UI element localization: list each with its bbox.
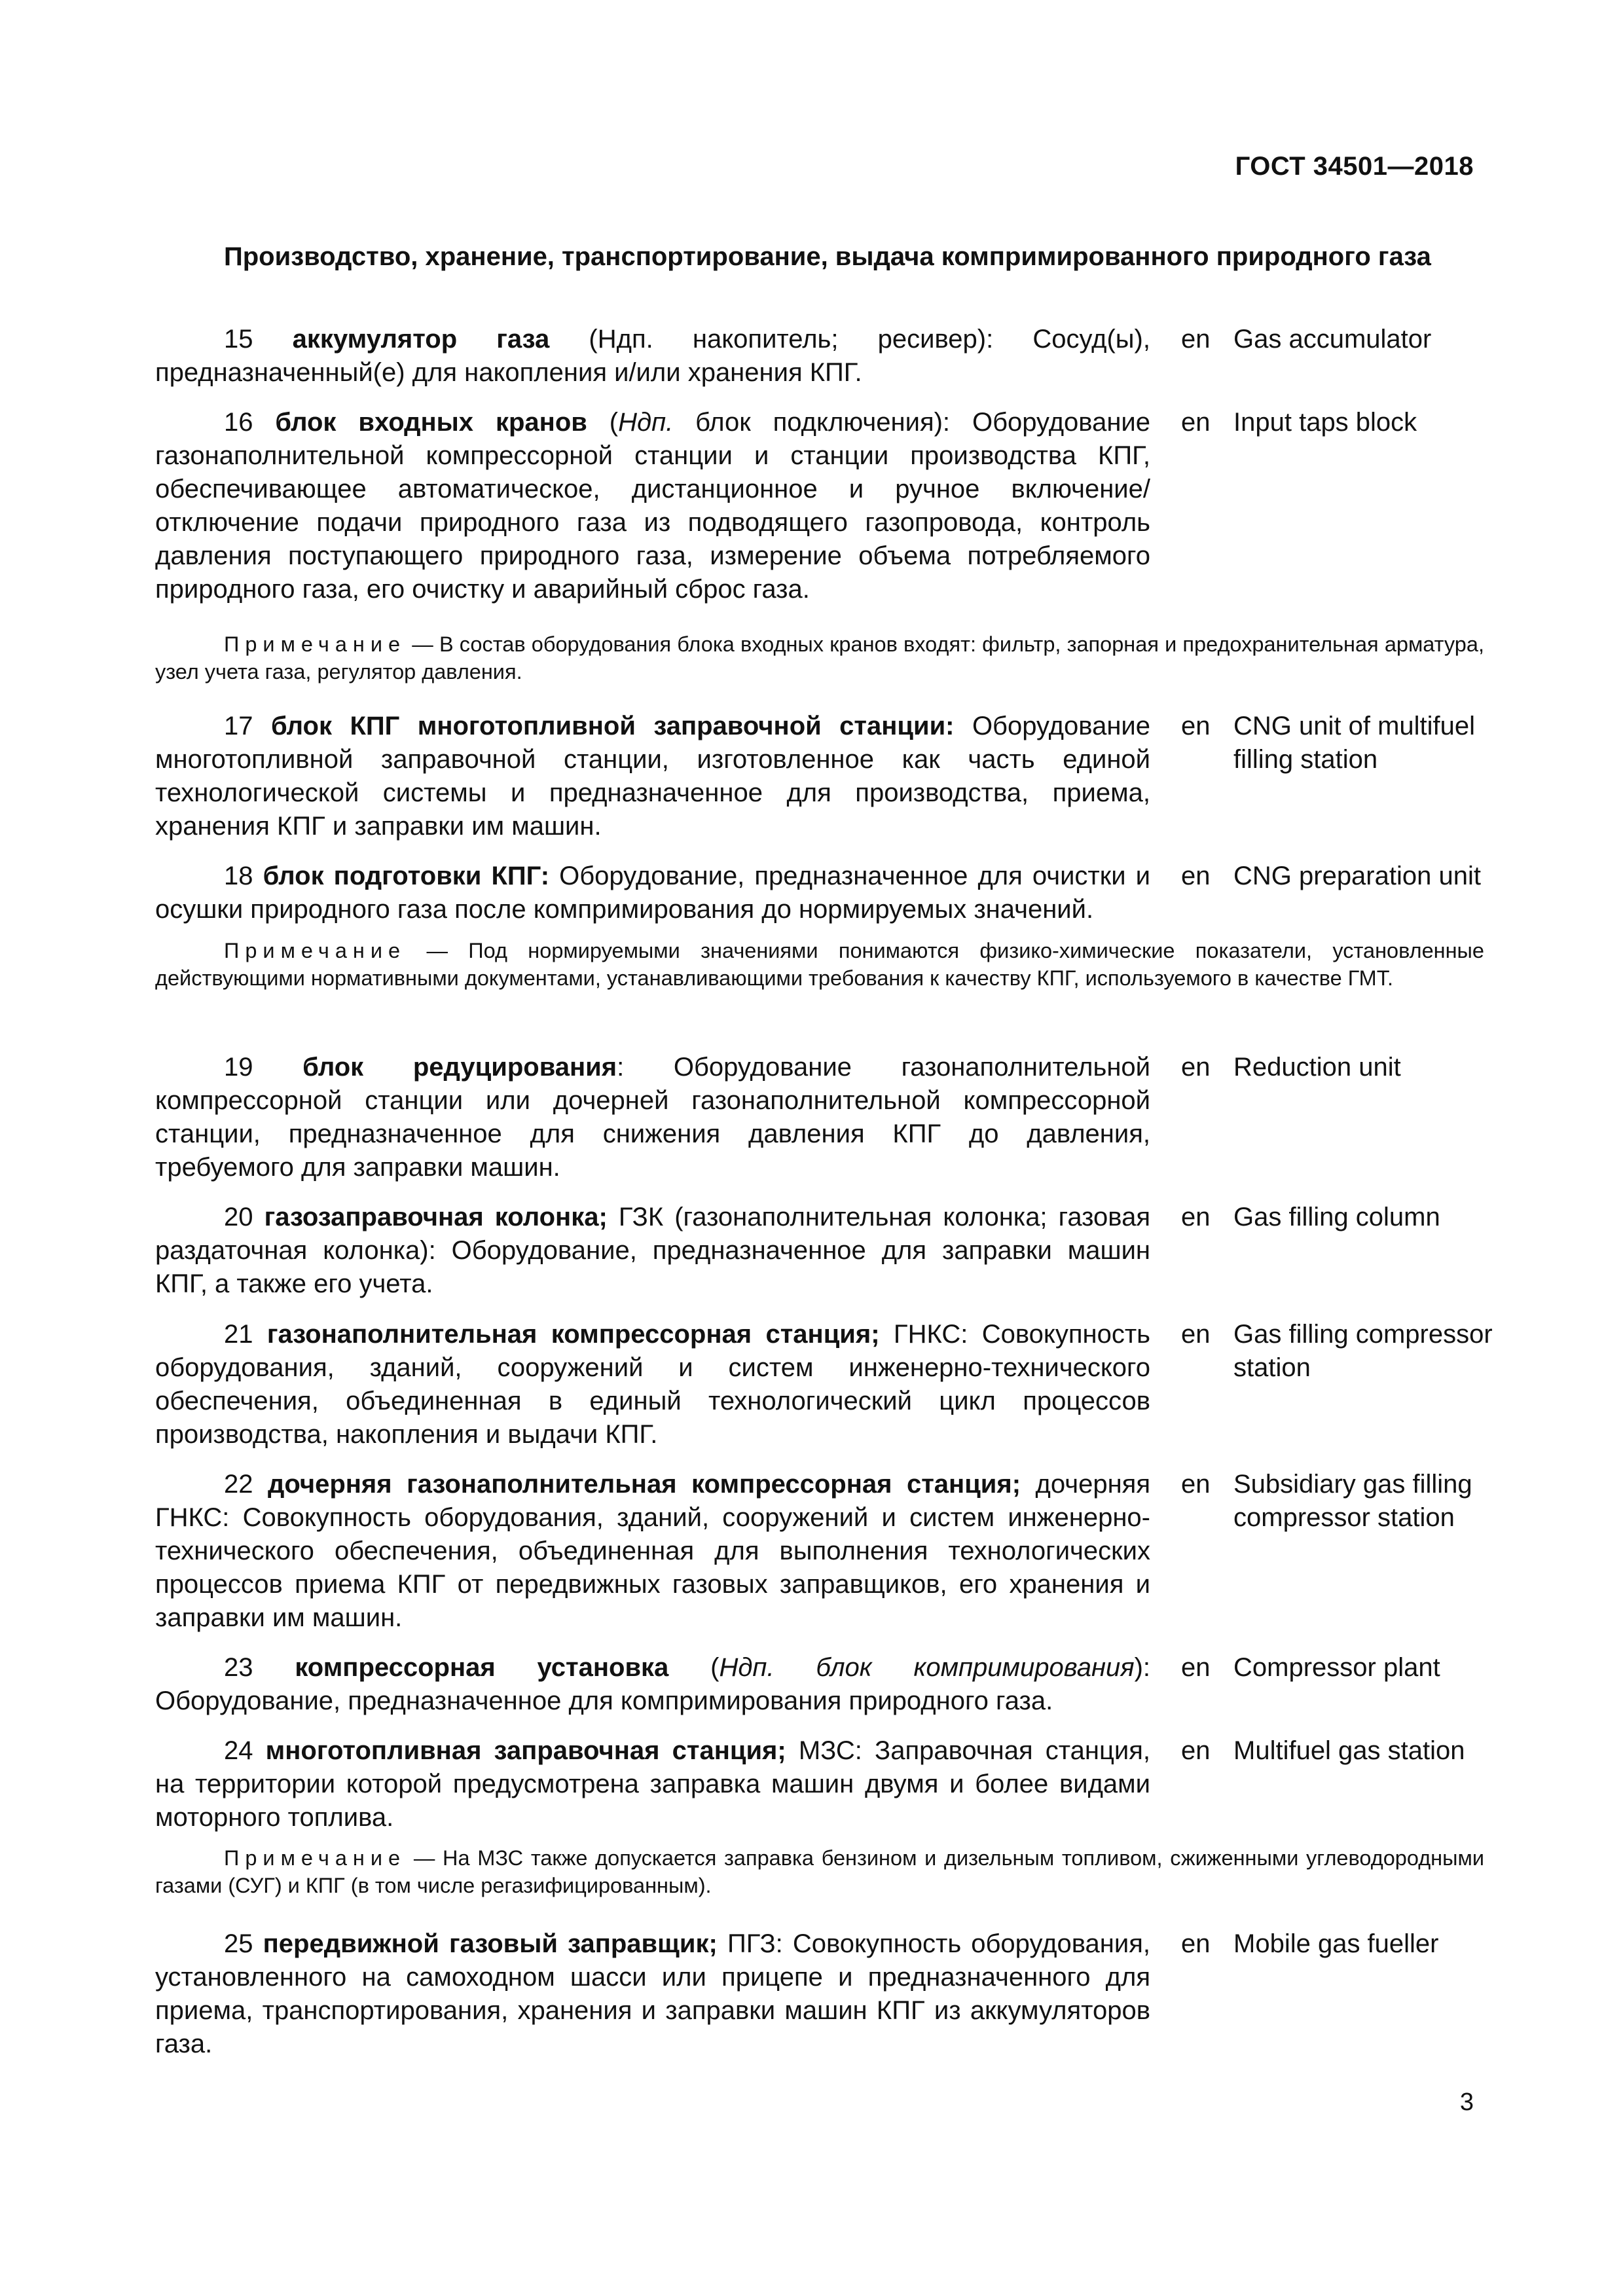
lang-code: en: [1181, 1203, 1211, 1231]
document-header: ГОСТ 34501—2018: [1235, 152, 1474, 181]
term-number: 21: [224, 1320, 253, 1349]
lang-code: en: [1181, 862, 1211, 890]
term-synonyms: ):: [1134, 1653, 1150, 1682]
deprecated-marker: Ндп.: [618, 408, 674, 437]
section-heading: Производство, хранение, транспортирование, выдача компримированного природного газа: [224, 242, 1431, 271]
term: газозаправочная колонка;: [264, 1203, 608, 1231]
term-number: 23: [224, 1653, 253, 1682]
term: блок подготовки КПГ:: [263, 862, 550, 890]
term-definition: : Оборудование газонаполнительной компрессорной станции или дочерней газонаполнительной компрессорной станции, предназначенное для снижения давления КПГ до давления, требуемого для заправки машин.: [155, 1053, 1150, 1182]
lang-code: en: [1181, 1929, 1211, 1958]
term-definition: ПГЗ: Совокупность оборудования, установленного на самоходном шасси или прицепе и предназначенного для приема, транспортирования, хранения и заправки машин КПГ из аккумуляторов газа.: [155, 1929, 1150, 2058]
lang-code: en: [1181, 325, 1211, 354]
term: блок редуцирования: [302, 1053, 617, 1082]
term-number: 19: [224, 1053, 253, 1082]
term: компрессорная установка: [295, 1653, 669, 1682]
note-text: Под нормируемыми значениями понимаются физико-химические показатели, установленные действующими нормативными документами, устанавливающими требования к качеству КПГ, используемого в качестве ГМТ.: [155, 939, 1484, 990]
term-entry-19: [155, 1051, 1484, 1184]
note: Примечание — Под нормируемыми значениями понимаются физико-химические показатели, установленные действующими нормативными документами, устанавливающими требования к качеству КПГ, используемого в качестве ГМТ.: [155, 937, 1484, 992]
note-label: Примечание: [224, 1846, 407, 1870]
lang-code: en: [1181, 408, 1211, 437]
lang-code: en: [1181, 1320, 1211, 1349]
note: Примечание — В состав оборудования блока входных кранов входят: фильтр, запорная и предохранительная арматура, узел учета газа, регулятор давления.: [155, 630, 1484, 685]
term-number: 24: [224, 1736, 253, 1765]
english-equivalent: Multifuel gas station: [1233, 1736, 1465, 1765]
term: передвижной газовый заправщик;: [263, 1929, 718, 1958]
term-entry-21: [155, 1318, 1493, 1451]
term-entry-20: [155, 1201, 1484, 1301]
lang-code: en: [1181, 712, 1211, 740]
term-entry-22: [155, 1468, 1484, 1635]
term-number: 15: [224, 325, 253, 354]
term-entry-24: [155, 1734, 1484, 1834]
english-equivalent: Gas filling column: [1233, 1203, 1440, 1231]
term-number: 25: [224, 1929, 253, 1958]
lang-code: en: [1181, 1736, 1211, 1765]
english-equivalent: Input taps block: [1233, 408, 1417, 437]
term-number: 18: [224, 862, 253, 890]
term-number: 16: [224, 408, 253, 437]
term: многотопливная заправочная станция;: [265, 1736, 786, 1765]
term-entry-23: 23 компрессорная установка (Ндп. блок компримирования): Оборудование, предназначенное для компримирования природного газа. en Compressor plant: [155, 1651, 1484, 1718]
term-number: 22: [224, 1470, 253, 1499]
english-equivalent: Subsidiary gas filling compressor station: [1233, 1470, 1472, 1532]
term-number: 17: [224, 712, 253, 740]
term-definition: Оборудование, предназначенное для очистки и осушки природного газа после компримирования до нормируемых значений.: [155, 862, 1150, 924]
term: аккумулятор газа: [292, 325, 550, 354]
english-equivalent: Reduction unit: [1233, 1053, 1401, 1082]
term-definition: Оборудование, предназначенное для компримирования природного газа.: [155, 1686, 1053, 1715]
term-definition: Оборудование газонаполнительной компрессорной станции и станции производства КПГ, обеспечивающее автоматическое, дистанционное и ручное включение/отключение подачи природного газа из подводящего газопровода, контроль давления поступающего природного газа, измерение объема потребляемого природного газа, его очистку и аварийный сброс газа.: [155, 408, 1151, 604]
term-definition: ГНКС: Совокупность оборудования, зданий, сооружений и систем инженерно-технического обеспечения, объединенная в единый технологический цикл процессов производства, накопления и выдачи КПГ.: [155, 1320, 1150, 1449]
term-definition: дочерняя ГНКС: Совокупность оборудования, зданий, сооружений и систем инженерно-технического обеспечения, объединенная для выполнения технологических процессов приема КПГ от передвижных газовых заправщиков, его хранения и заправки им машин.: [155, 1470, 1150, 1632]
note-text: На МЗС также допускается заправка бензином и дизельным топливом, сжиженными углеводородными газами (СУГ) и КПГ (в том числе регазифицированным).: [155, 1846, 1484, 1897]
note-label: Примечание: [224, 939, 407, 962]
term-definition: Сосуд(ы), предназначенный(е) для накопления и/или хранения КПГ.: [155, 325, 1150, 387]
term-definition: ГЗК (газонаполнительная колонка; газовая раздаточная колонка): Оборудование, предназначенное для заправки машин КПГ, а также его учета.: [155, 1203, 1150, 1298]
term-synonyms: (Ндп. накопитель; ресивер):: [549, 325, 1033, 354]
term-entry-16: 16 блок входных кранов (Ндп. блок подключения): Оборудование газонаполнительной компрессорной станции и станции производства КПГ, обеспечивающее автоматическое, дистанционное и ручное включение/отключение подачи природного газа из подводящего газопровода, контроль давления поступающего природного газа, измерение объема потребляемого природного газа, его очистку и аварийный сброс газа. en Input taps block: [155, 406, 1484, 606]
lang-code: en: [1181, 1653, 1211, 1682]
term-synonyms: блок подключения):: [673, 408, 972, 437]
term: блок входных кранов: [275, 408, 587, 437]
note: Примечание — На МЗС также допускается заправка бензином и дизельным топливом, сжиженными углеводородными газами (СУГ) и КПГ (в том числе регазифицированным).: [155, 1844, 1484, 1899]
english-equivalent: Gas accumulator: [1233, 325, 1432, 354]
english-equivalent: Mobile gas fueller: [1233, 1929, 1439, 1958]
term-entry-25: [155, 1927, 1484, 2061]
term-definition: МЗС: Заправочная станция, на территории которой предусмотрена заправка машин двумя и более видами моторного топлива.: [155, 1736, 1150, 1832]
lang-code: en: [1181, 1053, 1211, 1082]
note-text: В состав оборудования блока входных кранов входят: фильтр, запорная и предохранительная арматура, узел учета газа, регулятор давления.: [155, 632, 1484, 683]
english-equivalent: Gas filling compressor station: [1233, 1320, 1493, 1382]
lang-code: en: [1181, 1470, 1211, 1499]
note-label: Примечание: [224, 632, 407, 656]
term-definition: Оборудование многотопливной заправочной станции, изготовленное как часть единой технологической системы и предназначенное для производства, приема, хранения КПГ и заправки им машин.: [155, 712, 1150, 841]
term-entry-15: [155, 323, 1484, 390]
page-number: 3: [1459, 2088, 1474, 2116]
term-number: 20: [224, 1203, 253, 1231]
english-equivalent: Compressor plant: [1233, 1653, 1440, 1682]
term-entry-18: [155, 860, 1484, 926]
term: блок КПГ многотопливной заправочной станции:: [270, 712, 955, 740]
term: дочерняя газонаполнительная компрессорная станция;: [268, 1470, 1021, 1499]
deprecated-marker: Ндп. блок компримирования: [719, 1653, 1135, 1682]
term-entry-17: [155, 710, 1484, 843]
english-equivalent: CNG preparation unit: [1233, 862, 1481, 890]
term: газонаполнительная компрессорная станция;: [266, 1320, 880, 1349]
english-equivalent: CNG unit of multifuel filling station: [1233, 712, 1476, 774]
